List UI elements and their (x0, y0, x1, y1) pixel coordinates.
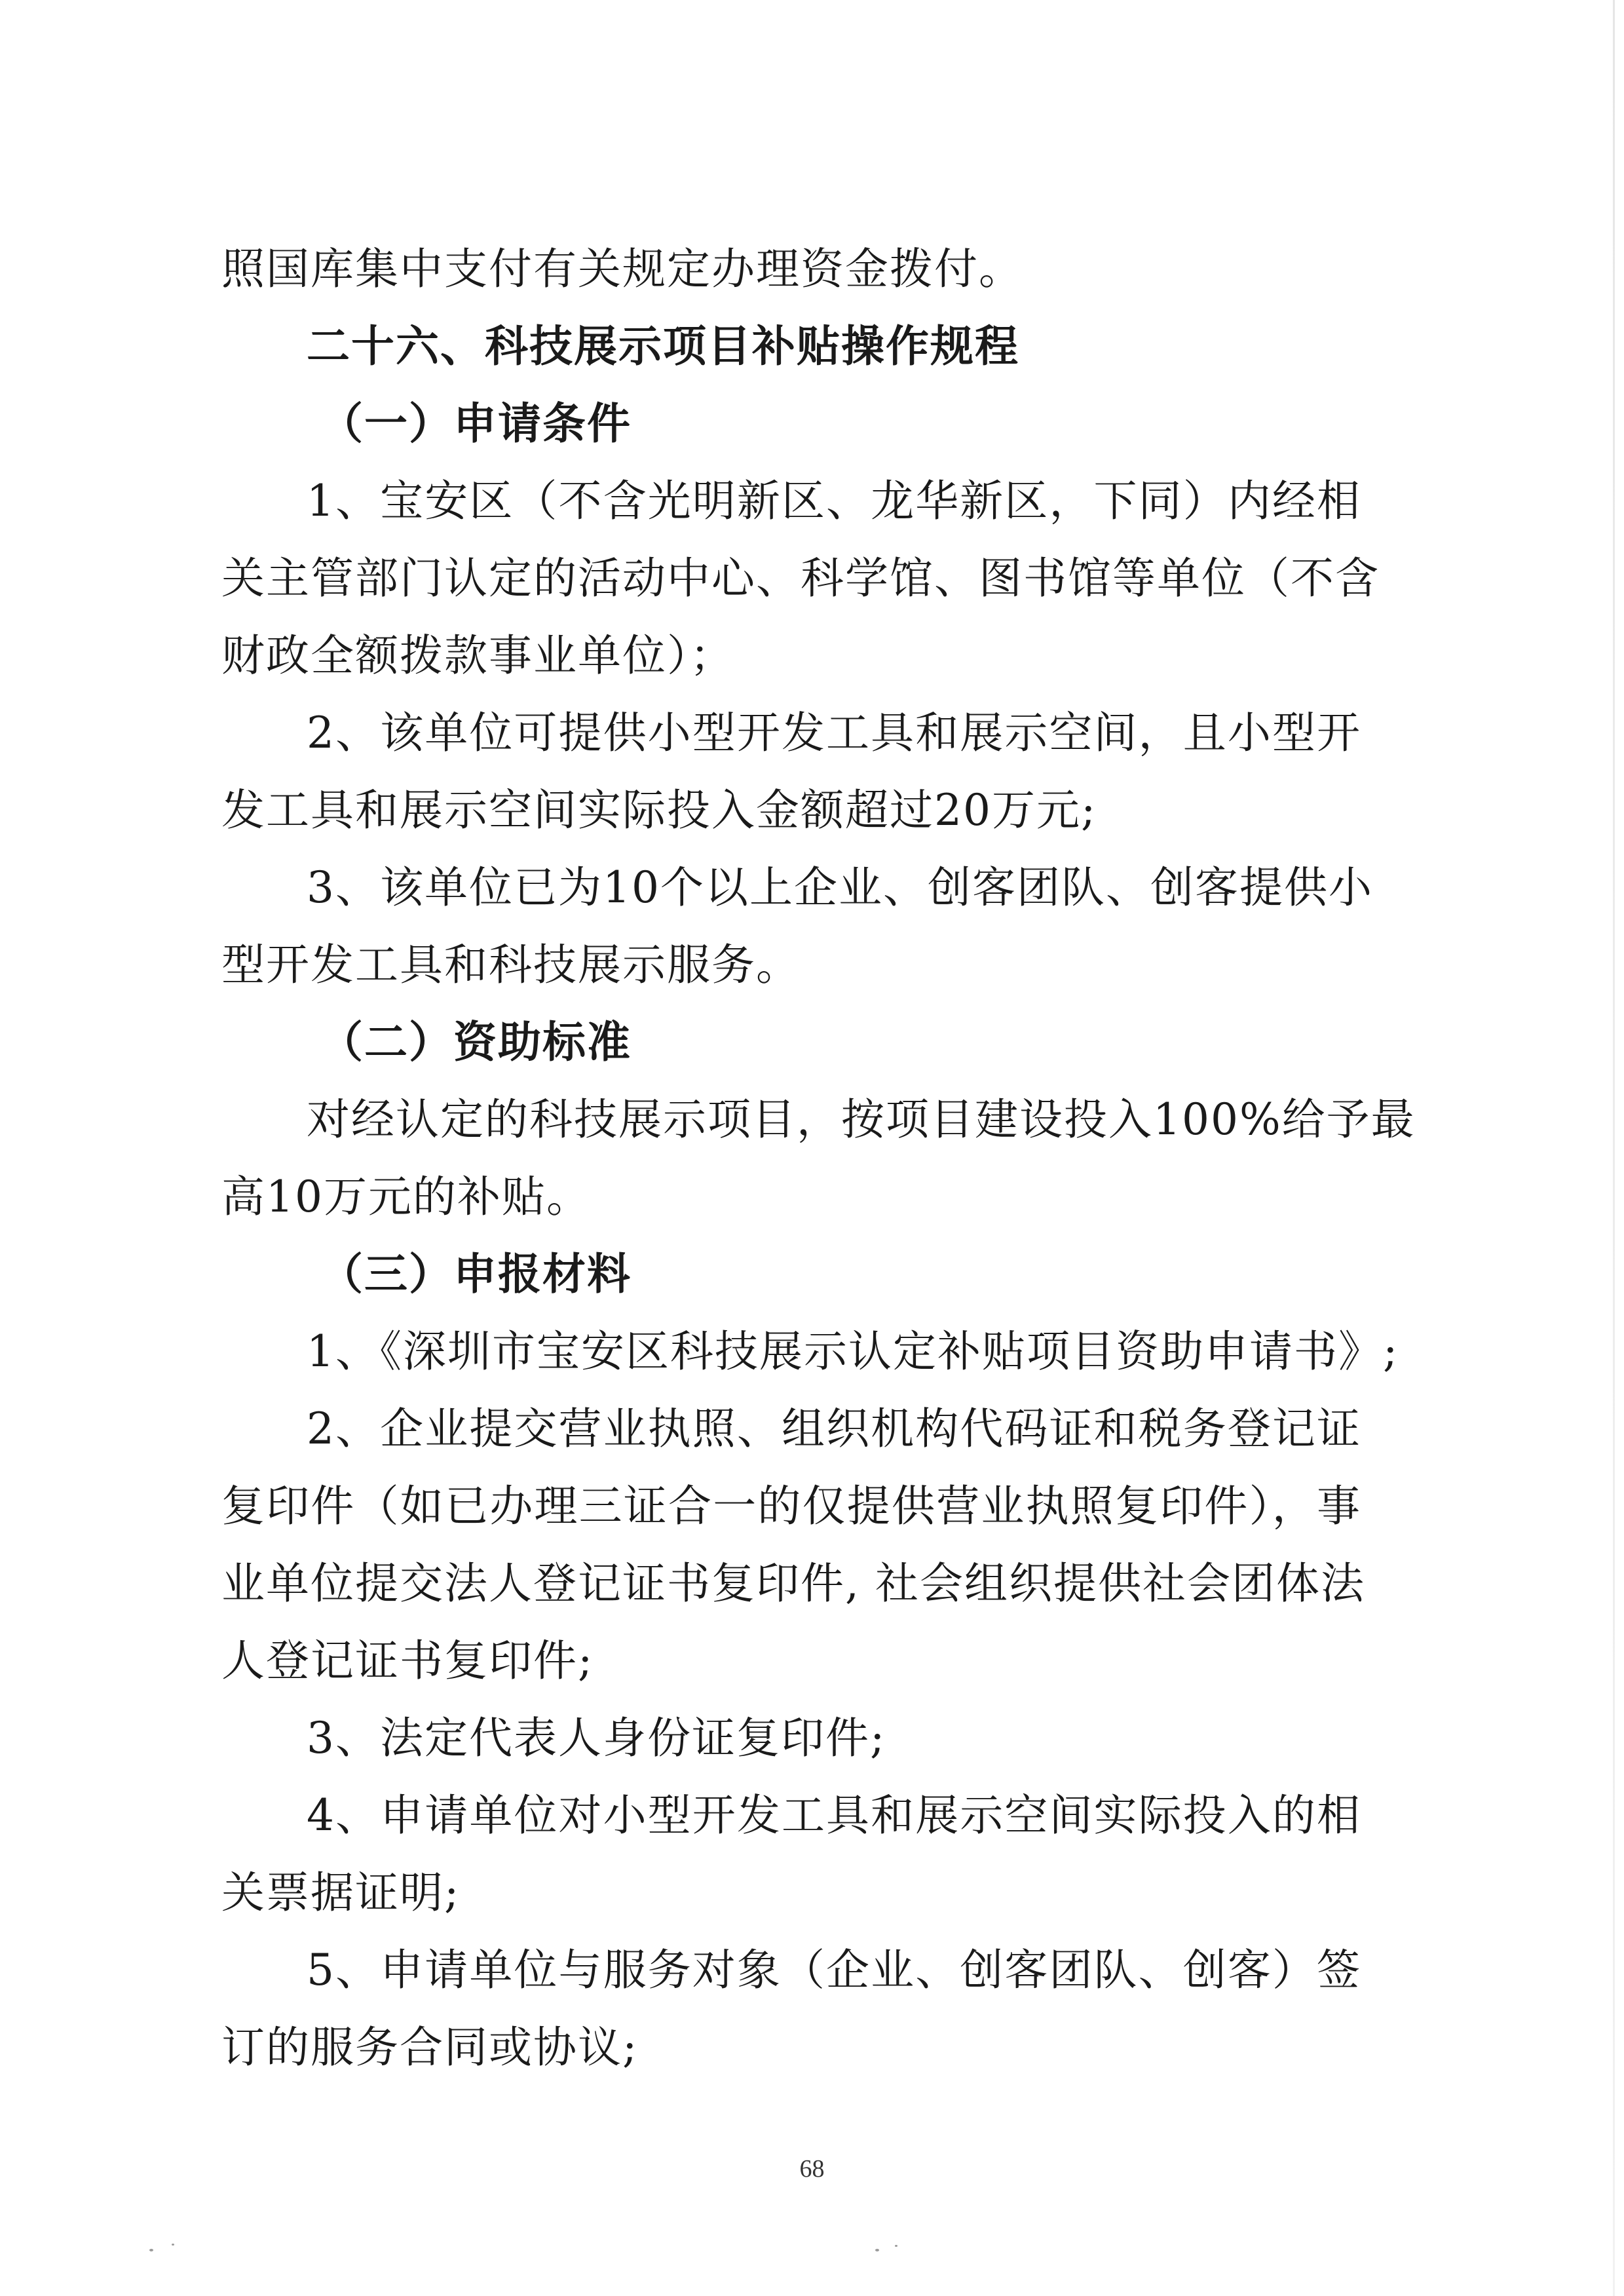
text-line: 对经认定的科技展示项目，按项目建设投入100%给予最 (307, 1094, 1416, 1145)
text-line: 1、宝安区（不含光明新区、龙华新区，下同）内经相 (307, 476, 1361, 526)
text-line: 3、该单位已为10个以上企业、创客团队、创客提供小 (307, 862, 1373, 913)
body-text (221, 231, 1416, 2086)
text-line: 4、申请单位对小型开发工具和展示空间实际投入的相 (307, 1790, 1361, 1841)
scan-speck (895, 2245, 897, 2247)
text-line: 业单位提交法人登记证书复印件, 社会组织提供社会团体法 (221, 1558, 1365, 1609)
scan-edge (1613, 0, 1615, 2296)
text-line: 高10万元的补贴。 (221, 1172, 591, 1222)
text-line: 5、申请单位与服务对象（企业、创客团队、创客）签 (307, 1945, 1361, 1995)
text-line: 3、法定代表人身份证复印件; (307, 1713, 886, 1763)
text-line: 财政全额拨款事业单位）； (221, 630, 734, 681)
text-line: 照国库集中支付有关规定办理资金拨付。 (221, 244, 1023, 294)
text-line: 关票据证明; (221, 1867, 461, 1918)
text-line: 关主管部门认定的活动中心、科学馆、图书馆等单位（不含 (221, 553, 1380, 603)
subheading-funding-standard: （二）资助标准 (320, 1017, 632, 1067)
text-line: 1、《深圳市宝安区科技展示认定补贴项目资助申请书》; (307, 1326, 1399, 1377)
text-line: 型开发工具和科技展示服务。 (221, 940, 801, 990)
scan-speck (875, 2249, 879, 2251)
text-line: 2、该单位可提供小型开发工具和展示空间，且小型开 (307, 708, 1361, 758)
text-line: 2、企业提交营业执照、组织机构代码证和税务登记证 (307, 1404, 1361, 1454)
subheading-conditions: （一）申请条件 (320, 398, 632, 449)
section-title: 二十六、科技展示项目补贴操作规程 (307, 321, 1019, 372)
text-line: 人登记证书复印件; (221, 1636, 594, 1686)
text-line: 发工具和展示空间实际投入金额超过20万元; (221, 785, 1097, 835)
page-number: 68 (799, 2155, 825, 2183)
scan-speck (172, 2244, 174, 2246)
scan-speck (149, 2249, 153, 2251)
text-line: 复印件（如已办理三证合一的仅提供营业执照复印件），事 (221, 1481, 1361, 1531)
text-line: 订的服务合同或协议; (221, 2022, 639, 2073)
subheading-materials: （三）申报材料 (320, 1249, 632, 1299)
